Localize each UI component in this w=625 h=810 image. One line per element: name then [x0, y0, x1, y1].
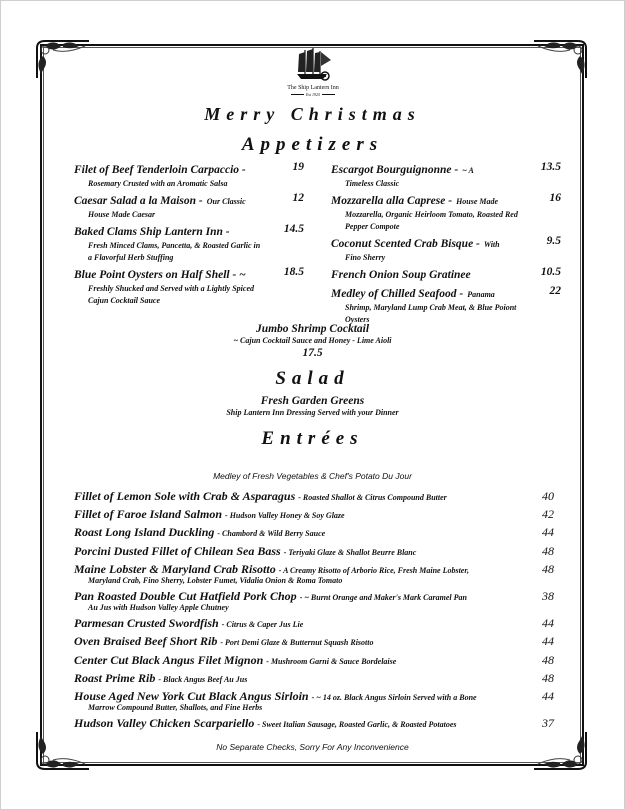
item-desc: - Black Angus Beef Au Jus	[158, 674, 248, 684]
item-name: Coconut Scented Crab Bisque -	[331, 238, 480, 250]
item-name: Baked Clams Ship Lantern Inn -	[74, 226, 230, 238]
appetizers-right-column	[331, 160, 561, 327]
item-desc: - ~ Burnt Orange and Maker's Mark Caramel Pan	[299, 593, 467, 603]
item-name: French Onion Soup Gratinee	[331, 269, 471, 281]
item-description: House Made Caesar	[88, 210, 156, 219]
corner-ornament-icon	[530, 38, 590, 82]
item-name: Escargot Bourguignonne -	[331, 164, 459, 176]
divider	[322, 94, 335, 95]
menu-item	[331, 265, 561, 283]
restaurant-logo	[285, 46, 341, 104]
item-name: Medley of Chilled Seafood -	[331, 288, 464, 300]
item-name: Porcini Dusted Fillet of Chilean Sea Bass	[74, 543, 281, 558]
item-price: 13.5	[540, 161, 561, 173]
item-price: 9.5	[546, 235, 561, 247]
menu-item	[74, 715, 554, 733]
item-desc: - Port Demi Glaze & Butternut Squash Risotto	[220, 638, 374, 648]
item-price: 48	[542, 670, 554, 685]
item-name: Fillet of Lemon Sole with Crab & Asparagus	[74, 489, 296, 503]
menu-item	[74, 488, 554, 506]
item-desc: - Sweet Italian Sausage, Roasted Garlic, & Roasted Potatoes	[257, 720, 457, 730]
menu-item	[74, 588, 554, 613]
item-desc: - Roasted Shallot & Citrus Compound Butter	[298, 493, 447, 502]
item-name: Roast Long Island Duckling	[74, 525, 215, 540]
established-year: Est 1925	[305, 92, 321, 97]
divider	[291, 94, 304, 95]
item-description: Fino Sherry	[345, 253, 386, 262]
menu-item	[331, 284, 561, 326]
page-title: Merry Christmas	[204, 104, 421, 124]
menu-item	[74, 615, 554, 633]
logo-established	[285, 92, 341, 97]
entrees-note: Medley of Fresh Vegetables & Chef's Potato Du Jour	[213, 471, 412, 481]
salad-name: Fresh Garden Greens	[260, 395, 365, 407]
item-name: Center Cut Black Angus Filet Mignon	[74, 652, 264, 667]
featured-item-price: 17.5	[302, 347, 323, 359]
item-desc: Our Classic	[206, 197, 246, 206]
item-price: 44	[542, 525, 554, 540]
item-desc: - Citrus & Caper Jus Lie	[221, 620, 304, 630]
item-desc: ~ A	[462, 166, 474, 175]
item-description: Freshly Shucked and Served with a Lightly Spiced Cajun Cocktail Sauce	[88, 284, 255, 305]
item-price: 44	[542, 616, 554, 631]
item-name: Roast Prime Rib	[74, 670, 156, 685]
item-desc: - Chambord & Wild Berry Sauce	[217, 529, 326, 539]
item-desc: - Hudson Valley Honey & Soy Glaze	[225, 511, 345, 521]
item-price: 48	[542, 652, 554, 667]
menu-item	[331, 234, 561, 264]
item-name: Parmesan Crusted Swordfish	[74, 616, 219, 631]
logo-name: The Ship Lantern Inn	[287, 85, 339, 91]
item-price: 38	[542, 589, 554, 604]
appetizers-heading: Appetizers	[241, 134, 384, 155]
menu-item	[74, 688, 554, 713]
item-name: Pan Roasted Double Cut Hatfield Pork Chop	[74, 589, 297, 604]
item-name: Hudson Valley Chicken Scarpariello	[74, 716, 255, 731]
item-description-continued: Marrow Compound Butter, Shallots, and Fine Herbs	[88, 703, 263, 713]
item-price: 14.5	[283, 223, 304, 235]
item-price: 18.5	[283, 266, 304, 278]
item-desc: Panama	[467, 290, 495, 299]
menu-item	[74, 670, 554, 688]
menu-item	[74, 561, 554, 586]
sailing-ship-icon	[293, 46, 333, 84]
item-name: Blue Point Oysters on Half Shell - ~	[74, 269, 246, 281]
menu-item	[74, 543, 554, 561]
menu-item	[74, 265, 304, 307]
item-name: Fillet of Faroe Island Salmon	[74, 507, 223, 522]
salad-description: Ship Lantern Inn Dressing Served with your Dinner	[226, 408, 399, 417]
featured-item-name: Jumbo Shrimp Cocktail	[255, 323, 370, 335]
item-name: Filet of Beef Tenderloin Carpaccio -	[74, 164, 246, 176]
item-price: 48	[542, 561, 554, 576]
item-price: 12	[292, 192, 304, 204]
menu-item	[74, 506, 554, 524]
item-description: Fresh Minced Clams, Pancetta, & Roasted Garlic in a Flavorful Herb Stuffing	[88, 241, 261, 262]
footer-note: No Separate Checks, Sorry For Any Inconvenience	[216, 742, 409, 752]
item-price: 19	[292, 161, 304, 173]
menu-item	[74, 652, 554, 670]
item-desc: - A Creamy Risotto of Arborio Rice, Fresh Maine Lobster,	[278, 565, 470, 575]
item-description: Mozzarella, Organic Heirloom Tomato, Roasted Red Pepper Compote	[345, 210, 518, 231]
menu-item	[74, 524, 554, 542]
item-name: House Aged New York Cut Black Angus Sirloin	[74, 689, 309, 704]
item-price: 22	[549, 285, 561, 297]
item-price: 37	[542, 716, 554, 731]
item-description-continued: Au Jus with Hudson Valley Apple Chutney	[88, 603, 229, 613]
item-desc: - ~ 14 oz. Black Angus Sirloin Served with a Bone	[311, 693, 477, 703]
item-description: Timeless Classic	[345, 179, 400, 188]
item-name: Mozzarella alla Caprese -	[331, 195, 453, 207]
item-description-continued: Maryland Crab, Fino Sherry, Lobster Fumet, Vidalia Onion & Roma Tomato	[88, 576, 343, 586]
item-price: 10.5	[540, 266, 561, 278]
item-name: Maine Lobster & Maryland Crab Risotto	[74, 561, 276, 576]
item-price: 40	[542, 489, 554, 503]
appetizers-left-column	[74, 160, 304, 308]
item-desc: With	[483, 240, 500, 249]
item-name: Oven Braised Beef Short Rib	[74, 634, 218, 649]
menu-item	[331, 160, 561, 190]
item-name: Caesar Salad a la Maison -	[74, 195, 203, 207]
entrees-heading: Entrées	[261, 428, 364, 449]
corner-ornament-icon	[33, 38, 93, 82]
menu-item	[331, 191, 561, 233]
item-description: Rosemary Crusted with an Aromatic Salsa	[88, 179, 228, 188]
salad-heading: Salad	[275, 368, 350, 389]
menu-item	[74, 222, 304, 264]
item-price: 48	[542, 543, 554, 558]
item-description: Shrimp, Maryland Lump Crab Meat, & Blue Poiont Oysters	[345, 303, 517, 324]
item-desc: House Made	[456, 197, 499, 206]
menu-item	[74, 160, 304, 190]
featured-item-description: ~ Cajun Cocktail Sauce and Honey - Lime Aioli	[233, 336, 392, 345]
item-price: 42	[542, 507, 554, 522]
item-price: 44	[542, 634, 554, 649]
menu-item	[74, 633, 554, 651]
item-price: 16	[549, 192, 561, 204]
entrees-list	[74, 488, 554, 733]
menu-item	[74, 191, 304, 221]
item-price: 44	[542, 689, 554, 704]
item-desc: - Teriyaki Glaze & Shallot Beurre Blanc	[283, 547, 417, 557]
item-desc: - Mushroom Garni & Sauce Bordelaise	[266, 656, 397, 666]
